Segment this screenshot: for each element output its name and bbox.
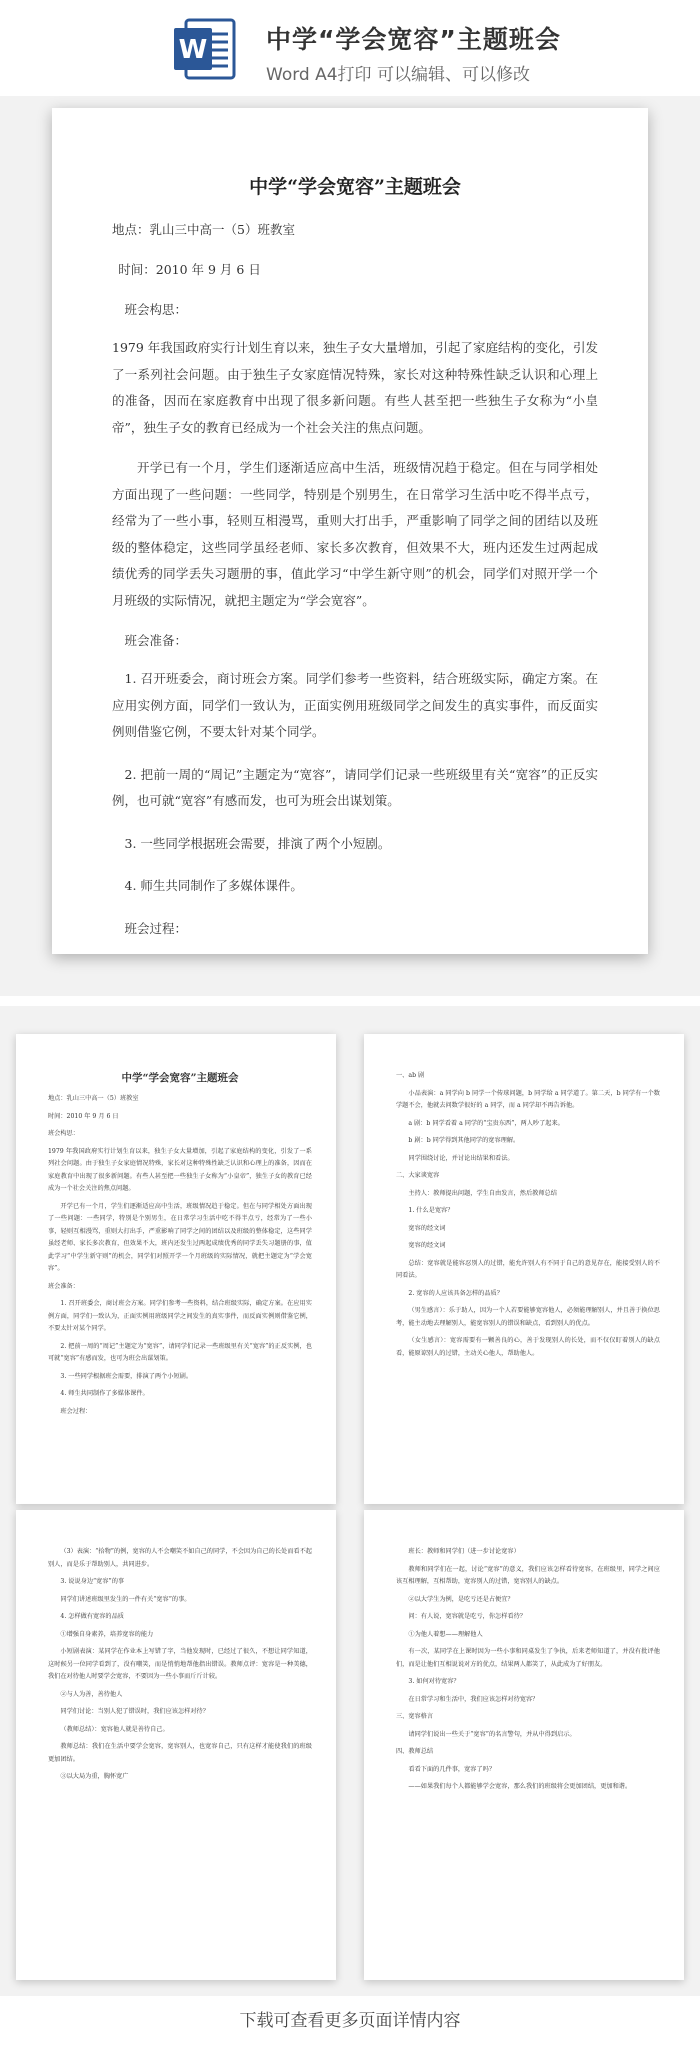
- thumbnail-line: 有一次，某同学在上课时因为一些小事和同桌发生了争执，后来老师知道了，并没有批评他们，而是让他们互相说说对方的优点，结果两人都笑了，从此成为了好朋友。: [396, 1648, 660, 1668]
- thumbnail-line: 四、教师总结: [396, 1748, 434, 1755]
- thumbnail-page-3[interactable]: [16, 1510, 336, 1980]
- thumbnail-line: 班会准备：: [48, 1282, 79, 1290]
- thumbnail-line: b 剧：b 同学得到其他同学的宽容理解。: [408, 1137, 520, 1144]
- thumbnail-line: 班长：教师和同学们（进一步讨论宽容）: [408, 1548, 520, 1555]
- thumbnail-line: ——如果我们每个人都能够学会宽容，那么我们的班级将会更加团结，更加和谐。: [408, 1783, 632, 1790]
- thumbnail-line: ②以大学生为例，是吃亏还是占便宜？: [408, 1595, 514, 1603]
- thumbnail-line: 2. 把前一周的“周记”主题定为“宽容”，请同学们记录一些班级里有关“宽容”的正反实例，也可就“宽容”有感而发，也可为班会出谋划策。: [48, 1342, 312, 1362]
- thumbnail-line: 教师和同学们在一起，讨论“宽容”的意义，我们应该怎样看待宽容，在班级里，同学之间应该互相理解，互相帮助，宽容别人的过错，宽容别人的缺点。: [396, 1565, 660, 1585]
- thumbnail-line: 三、宽容格言: [396, 1713, 434, 1720]
- thumbnail-line: 总结：宽容就是能容忍别人的过错，能允许别人有不同于自己的意见存在，能接受别人的不同看法。: [396, 1259, 660, 1279]
- preparation-item-4: 4. 师生共同制作了多媒体课件。: [124, 878, 303, 893]
- page-title: 中学“学会宽容”主题班会: [249, 176, 461, 198]
- thumbnail-line: 3. 如何对待宽容？: [408, 1678, 460, 1685]
- concept-paragraph-2: 开学已有一个月，学生们逐渐适应高中生活，班级情况趋于稳定。但在与同学相处方面出现了一些问题：一些同学，特别是个别男生，在日常学习生活中吃不得半点亏，经常为了一些小事，轻则互相漫骂，重则大打出手，严重影响了同学之间的团结以及班级的整体稳定，这些同学虽经老师、家长多次教育，但效果不大，班内还发生过两起成绩优秀的同学丢失习题册的事，值此学习“中学生新守则”的机会，同学们对照开学一个月班级的实际情况，就把主题定为“学会宽容”。: [112, 460, 598, 608]
- thumbnail-line: 开学已有一个月，学生们逐渐适应高中生活，班级情况趋于稳定。但在与同学相处方面出现了一些问题：一些同学，特别是个别男生，在日常学习生活中吃不得半点亏，经常为了一些小事，轻则互相漫骂，重则大打出手，严重影响了同学之间的团结以及班级的整体稳定，这些同学虽经老师、家长多次教育，但效果不大，班内还发生过两起成绩优秀的同学丢失习题册的事，值此学习“中学生新守则”的机会，同学们对照开学一个月班级的实际情况，就把主题定为“学会宽容”。: [48, 1202, 312, 1272]
- thumbnail-title: 中学“学会宽容”主题班会: [121, 1072, 239, 1084]
- page-header: [0, 0, 700, 92]
- main-preview-area: [0, 96, 700, 996]
- thumbnail-line: （教师总结）：宽容他人就是善待自己。: [60, 1725, 169, 1733]
- thumbnail-page-4[interactable]: [364, 1510, 684, 1980]
- process-heading: 班会过程：: [124, 920, 188, 936]
- thumbnail-line: ③以大局为重，胸怀宽广: [60, 1773, 129, 1780]
- download-more-link[interactable]: 下载可查看更多页面详情内容: [0, 1996, 700, 2046]
- thumbnail-line: 同学围绕讨论，并讨论出结果和看法。: [408, 1154, 514, 1162]
- thumbnail-line: 在日常学习和生活中，我们应该怎样对待宽容？: [408, 1695, 539, 1703]
- thumbnail-line: （女生感言）：宽容需要有一颗善良的心，善于发现别人的长处，而不仅仅盯着别人的缺点看，能原谅别人的过错，主动关心他人，帮助他人。: [396, 1337, 660, 1357]
- time-line: 时间：2010 年 9 月 6 日: [118, 262, 261, 277]
- thumbnail-line: a 剧：b 同学看着 a 同学的“宝贵东西”，两人吵了起来。: [408, 1119, 564, 1127]
- preparation-item-2: 2. 把前一周的“周记”主题定为“宽容”，请同学们记录一些班级里有关“宽容”的正反实例，也可就“宽容”有感而发，也可为班会出谋划策。: [112, 766, 598, 808]
- document-title: 中学“学会宽容”主题班会: [266, 25, 561, 54]
- thumbnail-line: 班会过程：: [60, 1407, 92, 1415]
- page-thumbnails: [0, 1006, 700, 1996]
- thumbnail-line: 时间：2010 年 9 月 6 日: [48, 1112, 119, 1120]
- preparation-item-1: 1. 召开班委会，商讨班会方案。同学们参考一些资料，结合班级实际，确定方案。在应用实例方面，同学们一致认为，正面实例用班级同学之间发生的真实事件，而反面实例则借鉴它例，不要太针对某个同学。: [112, 671, 598, 739]
- thumbnail-line: 宽容的经文词: [408, 1242, 446, 1249]
- preparation-heading: 班会准备：: [124, 633, 188, 648]
- thumbnail-line: 2. 宽容的人应该具备怎样的品质？: [408, 1289, 503, 1297]
- preparation-item-3: 3. 一些同学根据班会需要，排演了两个小短剧。: [124, 835, 391, 851]
- thumbnail-line: 主持人：教师提出问题，学生自由发言，然后教师总结: [408, 1189, 557, 1197]
- thumbnail-line: ②与人为善，善待他人: [60, 1690, 123, 1698]
- thumbnail-line: 3. 一些同学根据班会需要，排演了两个小短剧。: [60, 1372, 193, 1380]
- thumbnail-line: 请同学们说出一些关于“宽容”的名言警句，并从中得到启示。: [408, 1730, 576, 1738]
- thumbnail-line: 二、大家谈宽容: [396, 1172, 440, 1179]
- thumbnail-line: 1979 年我国政府实行计划生育以来，独生子女大量增加，引起了家庭结构的变化，引发了一系列社会问题。由于独生子女家庭情况特殊，家长对这种特殊性缺乏认识和心理上的准备，因而在家庭教育中出现了很多新问题。有些人甚至把一些独生子女称为“小皇帝”，独生子女的教育已经成为一个社会关注的焦点问题。: [48, 1147, 312, 1192]
- thumbnail-line: 一、ab 剧: [396, 1072, 425, 1079]
- thumbnail-line: 1. 召开班委会，商讨班会方案。同学们参考一些资料，结合班级实际，确定方案。在应用实例方面，同学们一致认为，正面实例用班级同学之间发生的真实事件，而反面实例则借鉴它例，不要太针对某个同学。: [48, 1300, 312, 1332]
- thumbnail-line: 地点：乳山三中高一（5）班教室: [48, 1095, 139, 1102]
- thumbnail-line: 1. 什么是宽容？: [408, 1207, 454, 1214]
- thumbnail-line: 问：有人说，宽容就是吃亏，你怎样看待？: [408, 1613, 526, 1620]
- thumbnail-line: 小品表演：a 同学向 b 同学一个传球问题，b 同学给 a 同学道了。第二天，b 同学有一个数学题不会，他就去问数学很好的 a 同学，而 a 同学却不再告诉他。: [396, 1089, 660, 1109]
- thumbnail-line: 班会构思：: [48, 1130, 79, 1137]
- thumbnail-line: 4. 怎样做有宽容的品质: [60, 1613, 124, 1620]
- thumbnail-line: 4. 师生共同制作了多媒体课件。: [60, 1390, 149, 1397]
- location-line: 地点：乳山三中高一（5）班教室: [112, 222, 295, 237]
- thumbnail-line: 教师总结：我们在生活中要学会宽容，宽容别人，也宽容自己，只有这样才能使我们的班级更加团结。: [48, 1743, 312, 1763]
- thumbnail-line: 宽容的经文词: [408, 1224, 446, 1232]
- thumbnail-line: 小短剧表演：某同学在作业本上写错了字，当他发现时，已经过了很久，不想让同学知道，这时候另一位同学看到了，没有嘲笑，而是悄悄地帮他指出错误。教师点评：宽容是一种美德，我们在对待他人时要学会宽容，不要因为一些小事而斤斤计较。: [48, 1648, 312, 1680]
- thumbnail-line: 3. 说说身边“宽容”的事: [60, 1578, 125, 1585]
- concept-heading: 班会构思：: [124, 302, 188, 317]
- concept-paragraph-1: 1979 年我国政府实行计划生育以来，独生子女大量增加，引起了家庭结构的变化，引发了一系列社会问题。由于独生子女家庭情况特殊，家长对这种特殊性缺乏认识和心理上的准备，因而在家庭教育中出现了很多新问题。有些人甚至把一些独生子女称为“小皇帝”，独生子女的教育已经成为一个社会关注的焦点问题。: [112, 340, 598, 435]
- document-subtitle: Word A4打印 可以编辑、可以修改: [266, 65, 530, 85]
- thumbnail-page-2[interactable]: [364, 1034, 684, 1504]
- thumbnail-line: ①增强自身素养，培养宽容的能力: [60, 1630, 154, 1638]
- thumbnail-line: （3）表演：“拾物”的例，宽容的人不会嘲笑不如自己的同学，不会因为自己的长处而看不起别人，而是乐于帮助别人，共同进步。: [48, 1548, 312, 1568]
- svg-text:W: W: [178, 35, 208, 65]
- thumbnail-line: 同学们讲述班级里发生的一件有关“宽容”的事。: [60, 1595, 191, 1603]
- thumbnail-line: 同学们讨论：当别人犯了错误时，我们应该怎样对待？: [60, 1708, 209, 1715]
- thumbnail-line: 看看下面的几件事，宽容了吗？: [408, 1765, 496, 1773]
- thumbnail-line: ①为他人着想——理解他人: [408, 1630, 483, 1638]
- document-page-preview: [52, 108, 648, 954]
- thumbnail-page-1[interactable]: [16, 1034, 336, 1504]
- thumbnail-line: （男生感言）：乐于助人，因为一个人若要能够宽容他人，必须能理解别人，并且善于换位思考，能主动地去理解别人，能宽容别人的错误和缺点，看到别人的优点。: [396, 1307, 660, 1327]
- word-doc-icon: [172, 16, 238, 82]
